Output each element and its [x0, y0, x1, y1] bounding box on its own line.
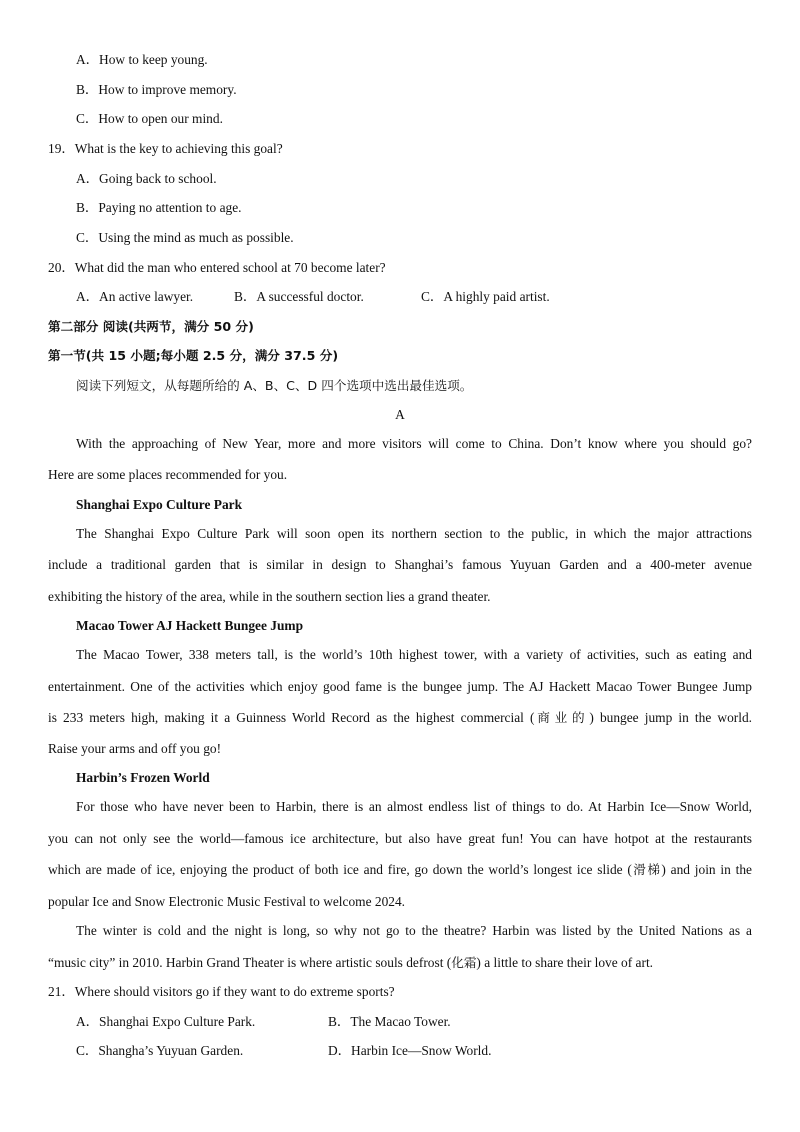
q20-options [0, 288, 800, 306]
q19-stem: 19．What is the key to achieving this goal? [48, 141, 283, 156]
reading-instruction: 阅读下列短文，从每题所给的 A、B、C、D 四个选项中选出最佳选项。 [76, 378, 473, 393]
theatre-line-2-part-a: “music city” in 2010. Harbin Grand Theater is where artistic souls defrost ( [48, 955, 452, 970]
harbin-line-3 [48, 861, 752, 879]
q21-option-a: A．Shanghai Expo Culture Park. [76, 1014, 256, 1029]
macao-line-2: entertainment. One of the activities which enjoy good fame is the bungee jump. The AJ Hackett Macao Tower Bungee Jump [48, 679, 752, 694]
q18-option-a: A．How to keep young. [76, 52, 208, 67]
q21-options-row-1 [0, 1013, 800, 1031]
harbin-line-3-part-b: ) and join in the [661, 862, 752, 877]
macao-line-4: Raise your arms and off you go! [48, 741, 222, 756]
shanghai-line-3: exhibiting the history of the area, while in the southern section lies a grand theater. [48, 589, 491, 604]
q21-option-b: B．The Macao Tower. [328, 1014, 451, 1029]
section1-title: 第一节(共 15 小题;每小题 2.5 分，满分 37.5 分) [48, 348, 339, 363]
q21-option-c: C．Shangha’s Yuyuan Garden. [76, 1043, 244, 1058]
part2-title: 第二部分 阅读(共两节，满分 50 分) [48, 319, 254, 334]
intro-line-1: With the approaching of New Year, more and more visitors will come to China. Don’t know where you should go? [76, 436, 752, 451]
macao-line-3-cjk-gloss: 商业的 [534, 710, 590, 725]
shanghai-line-1: The Shanghai Expo Culture Park will soon open its northern section to the public, in which the major attractions [76, 526, 752, 541]
harbin-line-3-cjk-gloss: 滑梯 [631, 862, 662, 877]
macao-line-3-part-a: is 233 meters high, making it a Guinness World Record as the highest commercial ( [48, 710, 535, 725]
macao-line-1: The Macao Tower, 338 meters tall, is the world’s 10th highest tower, with a variety of activities, such as eating and [76, 647, 752, 662]
theatre-line-2-cjk-gloss: 化霜 [451, 955, 477, 970]
macao-line-3-part-b: ) bungee jump in the world. [589, 710, 752, 725]
harbin-line-2: you can not only see the world—famous ice architecture, but also have great fun! You can have hotpot at the restaurants [48, 831, 752, 846]
q21-stem: 21．Where should visitors go if they want to do extreme sports? [48, 984, 395, 999]
q18-option-c: C．How to open our mind. [76, 111, 223, 126]
q21-options-row-2 [0, 1042, 800, 1060]
harbin-line-4: popular Ice and Snow Electronic Music Festival to welcome 2024. [48, 894, 405, 909]
q19-option-a: A．Going back to school. [76, 171, 217, 186]
q20-option-c: C．A highly paid artist. [421, 289, 550, 304]
macao-line-3 [48, 709, 752, 727]
q19-option-b: B．Paying no attention to age. [76, 200, 242, 215]
harbin-line-1: For those who have never been to Harbin, there is an almost endless list of things to do. At Harbin Ice—Snow World, [76, 799, 752, 814]
q20-option-a: A．An active lawyer. [76, 289, 194, 304]
q19-option-c: C．Using the mind as much as possible. [76, 230, 294, 245]
q18-option-b: B．How to improve memory. [76, 82, 237, 97]
theatre-line-1: The winter is cold and the night is long, so why not go to the theatre? Harbin was listed by the United Nations as a [76, 923, 752, 938]
heading-shanghai: Shanghai Expo Culture Park [76, 497, 243, 512]
intro-line-2: Here are some places recommended for you. [48, 467, 288, 482]
q21-option-d: D．Harbin Ice—Snow World. [328, 1043, 492, 1058]
q20-stem: 20．What did the man who entered school at 70 become later? [48, 260, 386, 275]
q20-option-b: B．A successful doctor. [234, 289, 364, 304]
passage-label: A [395, 407, 405, 422]
harbin-line-3-part-a: which are made of ice, enjoying the product of both ice and fire, go down the world’s longest ice slide ( [48, 862, 632, 877]
theatre-line-2-part-b: ) a little to share their love of art. [476, 955, 654, 970]
theatre-line-2 [48, 954, 653, 972]
heading-macao: Macao Tower AJ Hackett Bungee Jump [76, 618, 304, 633]
heading-harbin: Harbin’s Frozen World [76, 770, 210, 785]
shanghai-line-2: include a traditional garden that is similar in design to Shanghai’s famous Yuyuan Garden and a 400-meter avenue [48, 557, 752, 572]
